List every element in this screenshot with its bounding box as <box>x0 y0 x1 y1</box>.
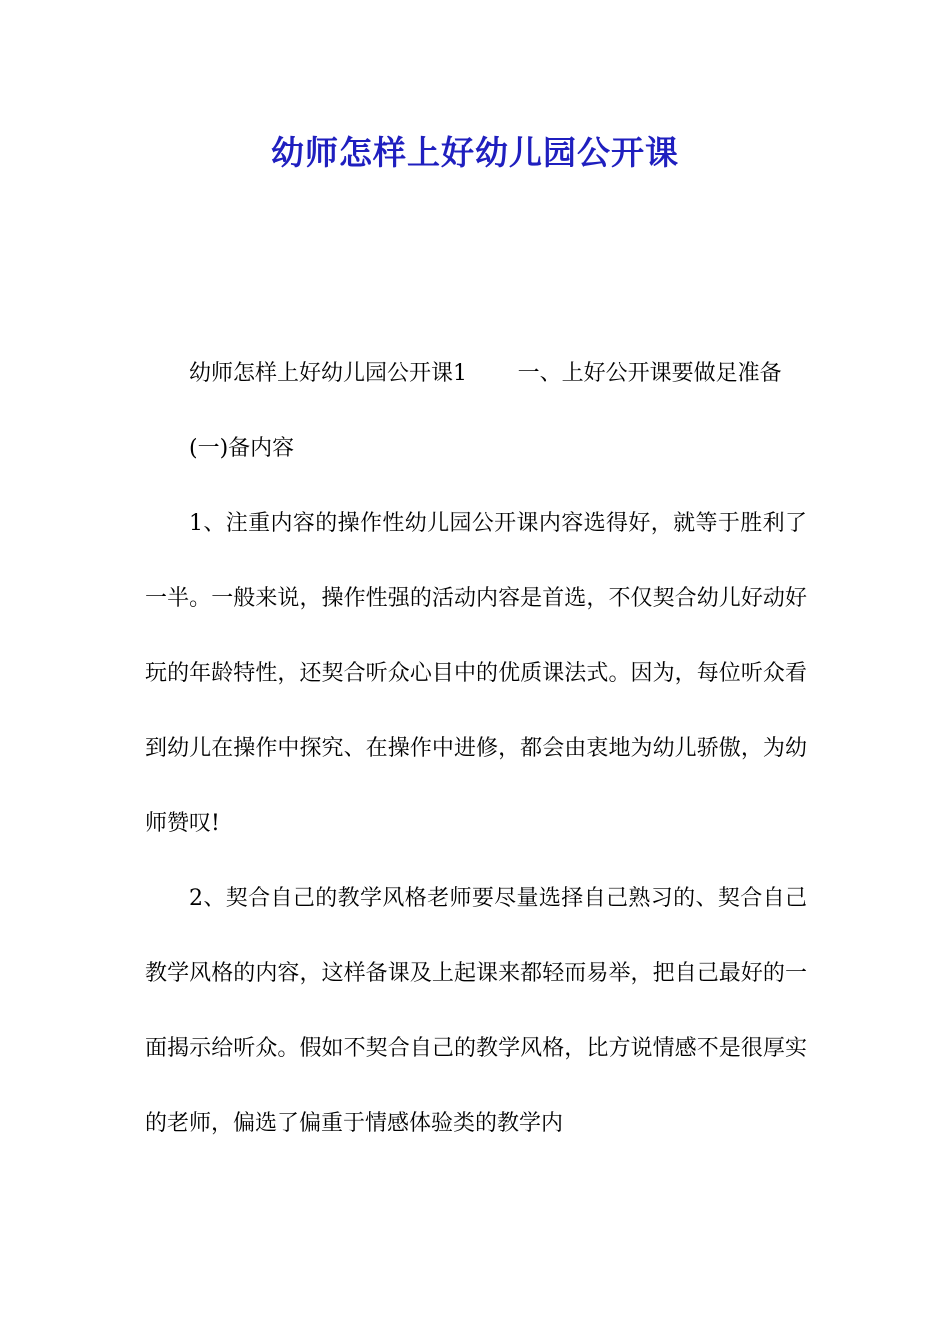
document-body <box>145 336 807 1161</box>
heading-paragraph <box>145 336 807 411</box>
body-paragraph: 1、注重内容的操作性幼儿园公开课内容选得好，就等于胜利了一半。一般来说，操作性强的活动内容是首选，不仅契合幼儿好动好玩的年龄特性，还契合听众心目中的优质课法式。因为，每位听众看到幼儿在操作中探究、在操作中进修，都会由衷地为幼儿骄傲，为幼师赞叹! <box>145 511 807 836</box>
section-heading: 一、上好公开课要做足准备 <box>517 361 782 386</box>
subsection-heading: (一)备内容 <box>189 436 295 461</box>
document-title: 幼师怎样上好幼儿园公开课 <box>271 133 679 172</box>
body-paragraph: 2、契合自己的教学风格老师要尽量选择自己熟习的、契合自己教学风格的内容，这样备课及上起课来都轻而易举，把自己最好的一面揭示给听众。假如不契合自己的教学风格，比方说情感不是很厚实的老师，偏选了偏重于情感体验类的教学内 <box>145 886 807 1136</box>
document-subtitle: 幼师怎样上好幼儿园公开课1 <box>189 361 467 386</box>
